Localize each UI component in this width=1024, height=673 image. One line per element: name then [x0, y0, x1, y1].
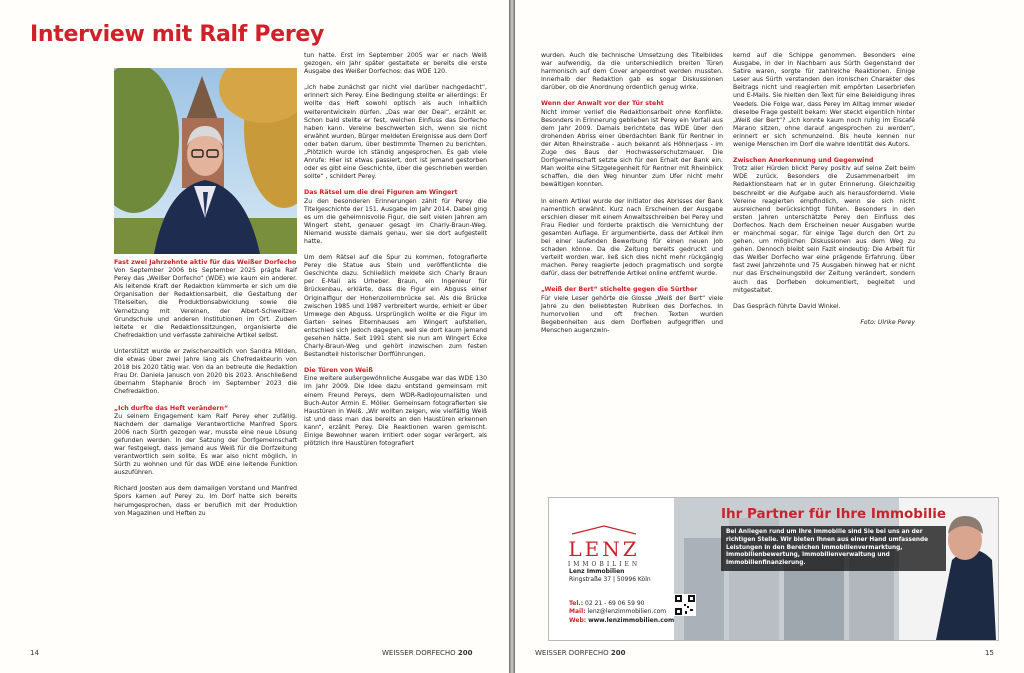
footer-issue: 200: [457, 649, 473, 657]
subheading: Fast zwei Jahrzehnte aktiv für das Weißer Dorfecho: [114, 259, 297, 266]
footer-brand: [535, 649, 626, 657]
qr-code-icon[interactable]: [674, 594, 696, 616]
mail-label: Mail:: [569, 608, 586, 616]
ad-contact: [569, 600, 674, 625]
ad-headline: Ihr Partner für Ihre Immobilie: [721, 506, 946, 522]
ad-address: [569, 568, 651, 584]
page-number: 14: [30, 649, 39, 657]
portrait-photo-graphic: [114, 68, 297, 254]
ad-company: Lenz Immobilien: [569, 568, 625, 575]
left-page: [0, 0, 509, 673]
subheading: Die Türen von Weiß: [304, 367, 373, 375]
paragraph: tun hatte. Erst im September 2005 war er nach Weiß gezogen, ein Jahr später gestaltete er bereits die erste Ausgabe des Weißer Dorfechos: das WDE 120.: [304, 52, 487, 76]
paragraph: Trotz aller Hürden blickt Perey positiv auf seine Zeit beim WDE zurück. Besonders die Zusammenarbeit im Redaktionsteam hat er in guter Erinnerung. Gleichzeitig beschreibt er die Aufgabe auch als herausfordernd. Viele Vereine reagierten empfindlich, wenn sie sich nicht ausreichend berücksichtigt fühlten. Besonders in den ersten Jahren unterschätzte Perey den Einfluss des Dorfechos. Nach dem Erscheinen neuer Ausgaben wurde er manchmal sogar, für einige Tage durch den Ort zu gehen, um möglichen Diskussionen aus dem Weg zu gehen. Dennoch bleibt sein Fazit eindeutig: Die Arbeit für das Weißer Dorfecho war eine prägende Erfahrung. Über fast zwei Jahrzehnte und 75 Ausgaben hinweg hat er nicht nur das Erscheinungsbild der Zeitung verändert, sondern auch das Dorfleben dokumentiert, begleitet und mitgestaltet.: [733, 165, 915, 294]
paragraph: Richard Joosten aus dem damaligen Vorstand und Manfred Spors kamen auf Perey zu. Im Dorf hatte sich bereits herumgesprochen, dass er beruflich mit der Produktion von Magazinen und Heften zu: [114, 485, 297, 517]
paragraph: Um dem Rätsel auf die Spur zu kommen, fotografierte Perey die Statue aus Stein und veröffentlichte die Geschichte dazu. Schließlich meldete sich Charly Braun per E-Mail als Urheber. Braun, ein Ingenieur für Brückenbau, erklärte, dass die Figur ein Abguss einer Originalfigur der Hohenzollernbrücke sei. Als die Brücke zwischen 1985 und 1987 verbreitert wurde, erhielt er über Umwege den Abguss. Ursprünglich wollte er die Figur im Garten seines Elternhauses am Wingert aufstellen, entschied sich jedoch dagegen, weil sie dort kaum jemand gesehen hätte. Seit 1991 steht sie nun am Wingert Ecke Charly-Braun-Weg und gehört inzwischen zum festen Bestandteil historischer Dorfführungen.: [304, 254, 487, 359]
paragraph: Das Gespräch führte David Winkel.: [733, 302, 841, 310]
paragraph: Nicht immer verlief die Redaktionsarbeit ohne Konflikte. Besonders in Erinnerung geblieben ist Perey ein Vorfall aus dem Jahr 2009. Damals berichtete das WDE über den drohenden Abriss einer überdachten Bank für Rentner in der Alten Rheinstraße - auch bekannt als Höhnerjass - im Zuge des Baus der Hochwasserschutzmauer. Die Dorfgemeinschaft setzte sich für den Erhalt der Bank ein. Man wollte eine Sitzgelegenheit für Rentner mit Rheinblick schaffen, die den Weg hinunter zum Ufer nicht mehr bewältigen konnten.: [541, 108, 723, 189]
web-label: Web:: [569, 616, 587, 624]
article-column-1: [114, 259, 297, 526]
article-column-3: [541, 52, 723, 343]
ad-logo-wordmark: LENZ: [568, 537, 640, 561]
paragraph: Für viele Leser gehörte die Glosse „Weiß der Bert“ viele Jahre zu den beliebtesten Rubriken des Dorfechos. In humorvollen und oft frechen Texten wurden Begebenheiten aus dem Dorfleben aufgegriffen und Menschen augenzwin-: [541, 294, 723, 334]
paragraph: Unterstützt wurde er zwischenzeitlich von Sandra Milden, die etwas über zwei Jahre lang als Chefredakteurin von 2018 bis 2020 tätig war. Von da an betreute die Redaktion Frau Dr. Daniela Janusch von 2020 bis 2023. Anschließend übernahm Stephanie Broch im September 2023 die Chefredaktion.: [114, 347, 297, 396]
article-column-2: [304, 52, 487, 456]
subheading: Das Rätsel um die drei Figuren am Wingert: [304, 189, 458, 197]
ad-logo: [562, 520, 646, 568]
ad-street: Ringstraße 37 | 50996 Köln: [569, 576, 651, 583]
paragraph: In einem Artikel wurde der Initiator des Abrisses der Bank namentlich erwähnt. Kurz nach Erscheinen der Ausgabe erschien dieser mit einem Anwaltsschreiben bei Perey und Frau Fiedler und forderte praktisch die Vernichtung der gesamten Auflage. Er argumentierte, dass der Artikel ihm bei einer laufenden Bewerbung für einen neuen Job schaden könne. Da die Zeitung bereits gedruckt und verteilt worden war, ließ sich dies nicht mehr rückgängig machen. Perey reagierte jedoch pragmatisch und sorgte dafür, dass der betreffende Artikel online entfernt wurde.: [541, 197, 723, 278]
photo-credit: Foto: Ulrike Perey: [860, 318, 915, 326]
paragraph: kernd auf die Schippe genommen. Besonders eine Ausgabe, in der in Nachbarn aus Sürth Gegenstand der Satire waren, sorgte für zahlreiche Reaktionen. Einige Leser aus Sürth verstanden den ironischen Charakter des Beitrags nicht und reagierten mit empörten Leserbriefen und E-Mails. Sie hielten den Text für eine Beleidigung ihres Veedels. Die Folge war, dass Perey im Alltag immer wieder dieselbe Frage gestellt bekam: Wer steckt eigentlich hinter „Weiß der Bert“? „Ich konnte kaum noch ruhig im Eiscafé Marano sitzen, ohne darauf angesprochen zu werden“, erinnert er sich schmunzelnd. Bis heute kennen nur wenige Menschen im Dorf die wahre Identität des Autors.: [733, 52, 915, 149]
footer-brand-name: WEISSER DORFECHO: [382, 649, 456, 657]
subheading: „Ich durfte das Heft verändern“: [114, 404, 229, 412]
paragraph: Von September 2006 bis September 2025 prägte Ralf Perey das „Weißer Dorfecho“ (WDE) wie kaum ein anderer. Als leitende Kraft der Redaktion kümmerte er sich um die Organisation der Redaktionsarbeit, die Gestaltung der Titelseiten, die Produktionsabwicklung sowie die Vernetzung mit Vereinen, der Albert-Schweitzer-Grundschule und anderen Institutionen im Ort. Zudem leitete er die Redaktionssitzungen, organisierte die Chefredaktion und verfasste zahlreiche Artikel selbst.: [114, 267, 297, 339]
ad-website[interactable]: www.lenzimmobilien.com: [588, 616, 675, 624]
portrait-photo: [114, 68, 297, 254]
tel-label: Tel.:: [569, 600, 584, 607]
footer-brand-name: WEISSER DORFECHO: [535, 649, 609, 657]
ad-email[interactable]: lenz@lenzimmobilien.com: [587, 608, 667, 616]
paragraph: Eine weitere außergewöhnliche Ausgabe war das WDE 130 im Jahr 2009. Die Idee dazu entstand gemeinsam mit einem Freund Pereys, dem WDR-Radiojournalisten und Buch-Autor Armin E. Möller. Gemeinsam fotografierten sie Haustüren in Weiß. „Wir wollten zeigen, wie vielfältig Weiß ist und dass man das bereits an den Haustüren erkennen kann“, erzählt Perey. Die Reaktionen waren gemischt. Einige Bewohner waren irritiert oder sogar verärgert, als plötzlich ihre Haustüren fotografiert: [304, 375, 487, 448]
article-column-4: [733, 52, 915, 327]
paragraph: Zu seinem Engagement kam Ralf Perey eher zufällig. Nachdem der damalige Verantwortliche Manfred Spors 2006 nach Sürth gezogen war, musste eine neue Lösung gefunden werden. In der Satzung der Dorfgemeinschaft war festgelegt, dass jemand aus Weiß für die Dorfzeitung verantwortlich sein sollte. Es war also nicht möglich, in Sürth zu wohnen und für das WDE eine leitende Funktion auszuführen.: [114, 412, 297, 477]
page-title: Interview mit Ralf Perey: [30, 22, 325, 47]
footer-brand: [382, 649, 473, 657]
house-roof-icon: [562, 525, 646, 535]
subheading: Zwischen Anerkennung und Gegenwind: [733, 157, 874, 165]
subheading: Wenn der Anwalt vor der Tür steht: [541, 100, 664, 108]
paragraph: Zu den besonderen Erinnerungen zählt für Perey die Titelgeschichte der 151. Ausgabe im Jahr 2014. Dabei ging es um die geheimnisvolle Figur, die seit vielen Jahren am Wingert steht, genauer gesagt im Charly-Braun-Weg. Niemand wusste damals genau, wer sie dort aufgestellt hatte.: [304, 197, 487, 245]
page-number: 15: [985, 649, 994, 657]
paragraph: „Ich habe zunächst gar nicht viel darüber nachgedacht“, erinnert sich Perey. Eine Bedingung stellte er allerdings: Er wollte das Heft sowohl optisch als auch inhaltlich weiterentwickeln dürfen. „Das war der Deal“, erzählt er. Schon bald stellte er fest, welchen Einfluss das Dorfecho haben kann. Vereine beschwerten sich, wenn sie nicht erwähnt wurden, Bürger meldeten Ereignisse aus dem Dorf oder baten darum, über bestimmte Themen zu berichten. „Plötzlich wurde ich ständig angesprochen. Es gab viele Anrufe: Hier ist etwas passiert, dort ist jemand gestorben oder es gibt eine Geschichte, über die geschrieben werden sollte“ , schildert Perey.: [304, 84, 487, 181]
ad-phone[interactable]: 02 21 - 69 06 59 90: [585, 600, 645, 607]
ad-logo-subtitle: IMMOBILIEN: [567, 561, 641, 568]
advertisement[interactable]: [548, 497, 999, 641]
subheading: „Weiß der Bert“ stichelte gegen die Sürther: [541, 286, 698, 294]
footer-issue: 200: [610, 649, 626, 657]
ad-body-text: Bei Anliegen rund um Ihre Immobilie sind Sie bei uns an der richtigen Stelle. Wir bieten Ihnen aus einer Hand umfassende Leistungen in den Bereichen Immobilienvermarktung, Immobilienbewertung, Immobilienverwaltung und Immobilienfinanzierung.: [721, 526, 946, 571]
paragraph: wurden. Auch die technische Umsetzung des Titelbildes war aufwendig, da die unterschiedlich breiten Türen harmonisch auf dem Cover angeordnet werden mussten. Innerhalb der Redaktion gab es sogar Diskussionen darüber, ob die Anordnung ordentlich genug wirke.: [541, 52, 723, 92]
right-page: [515, 0, 1024, 673]
